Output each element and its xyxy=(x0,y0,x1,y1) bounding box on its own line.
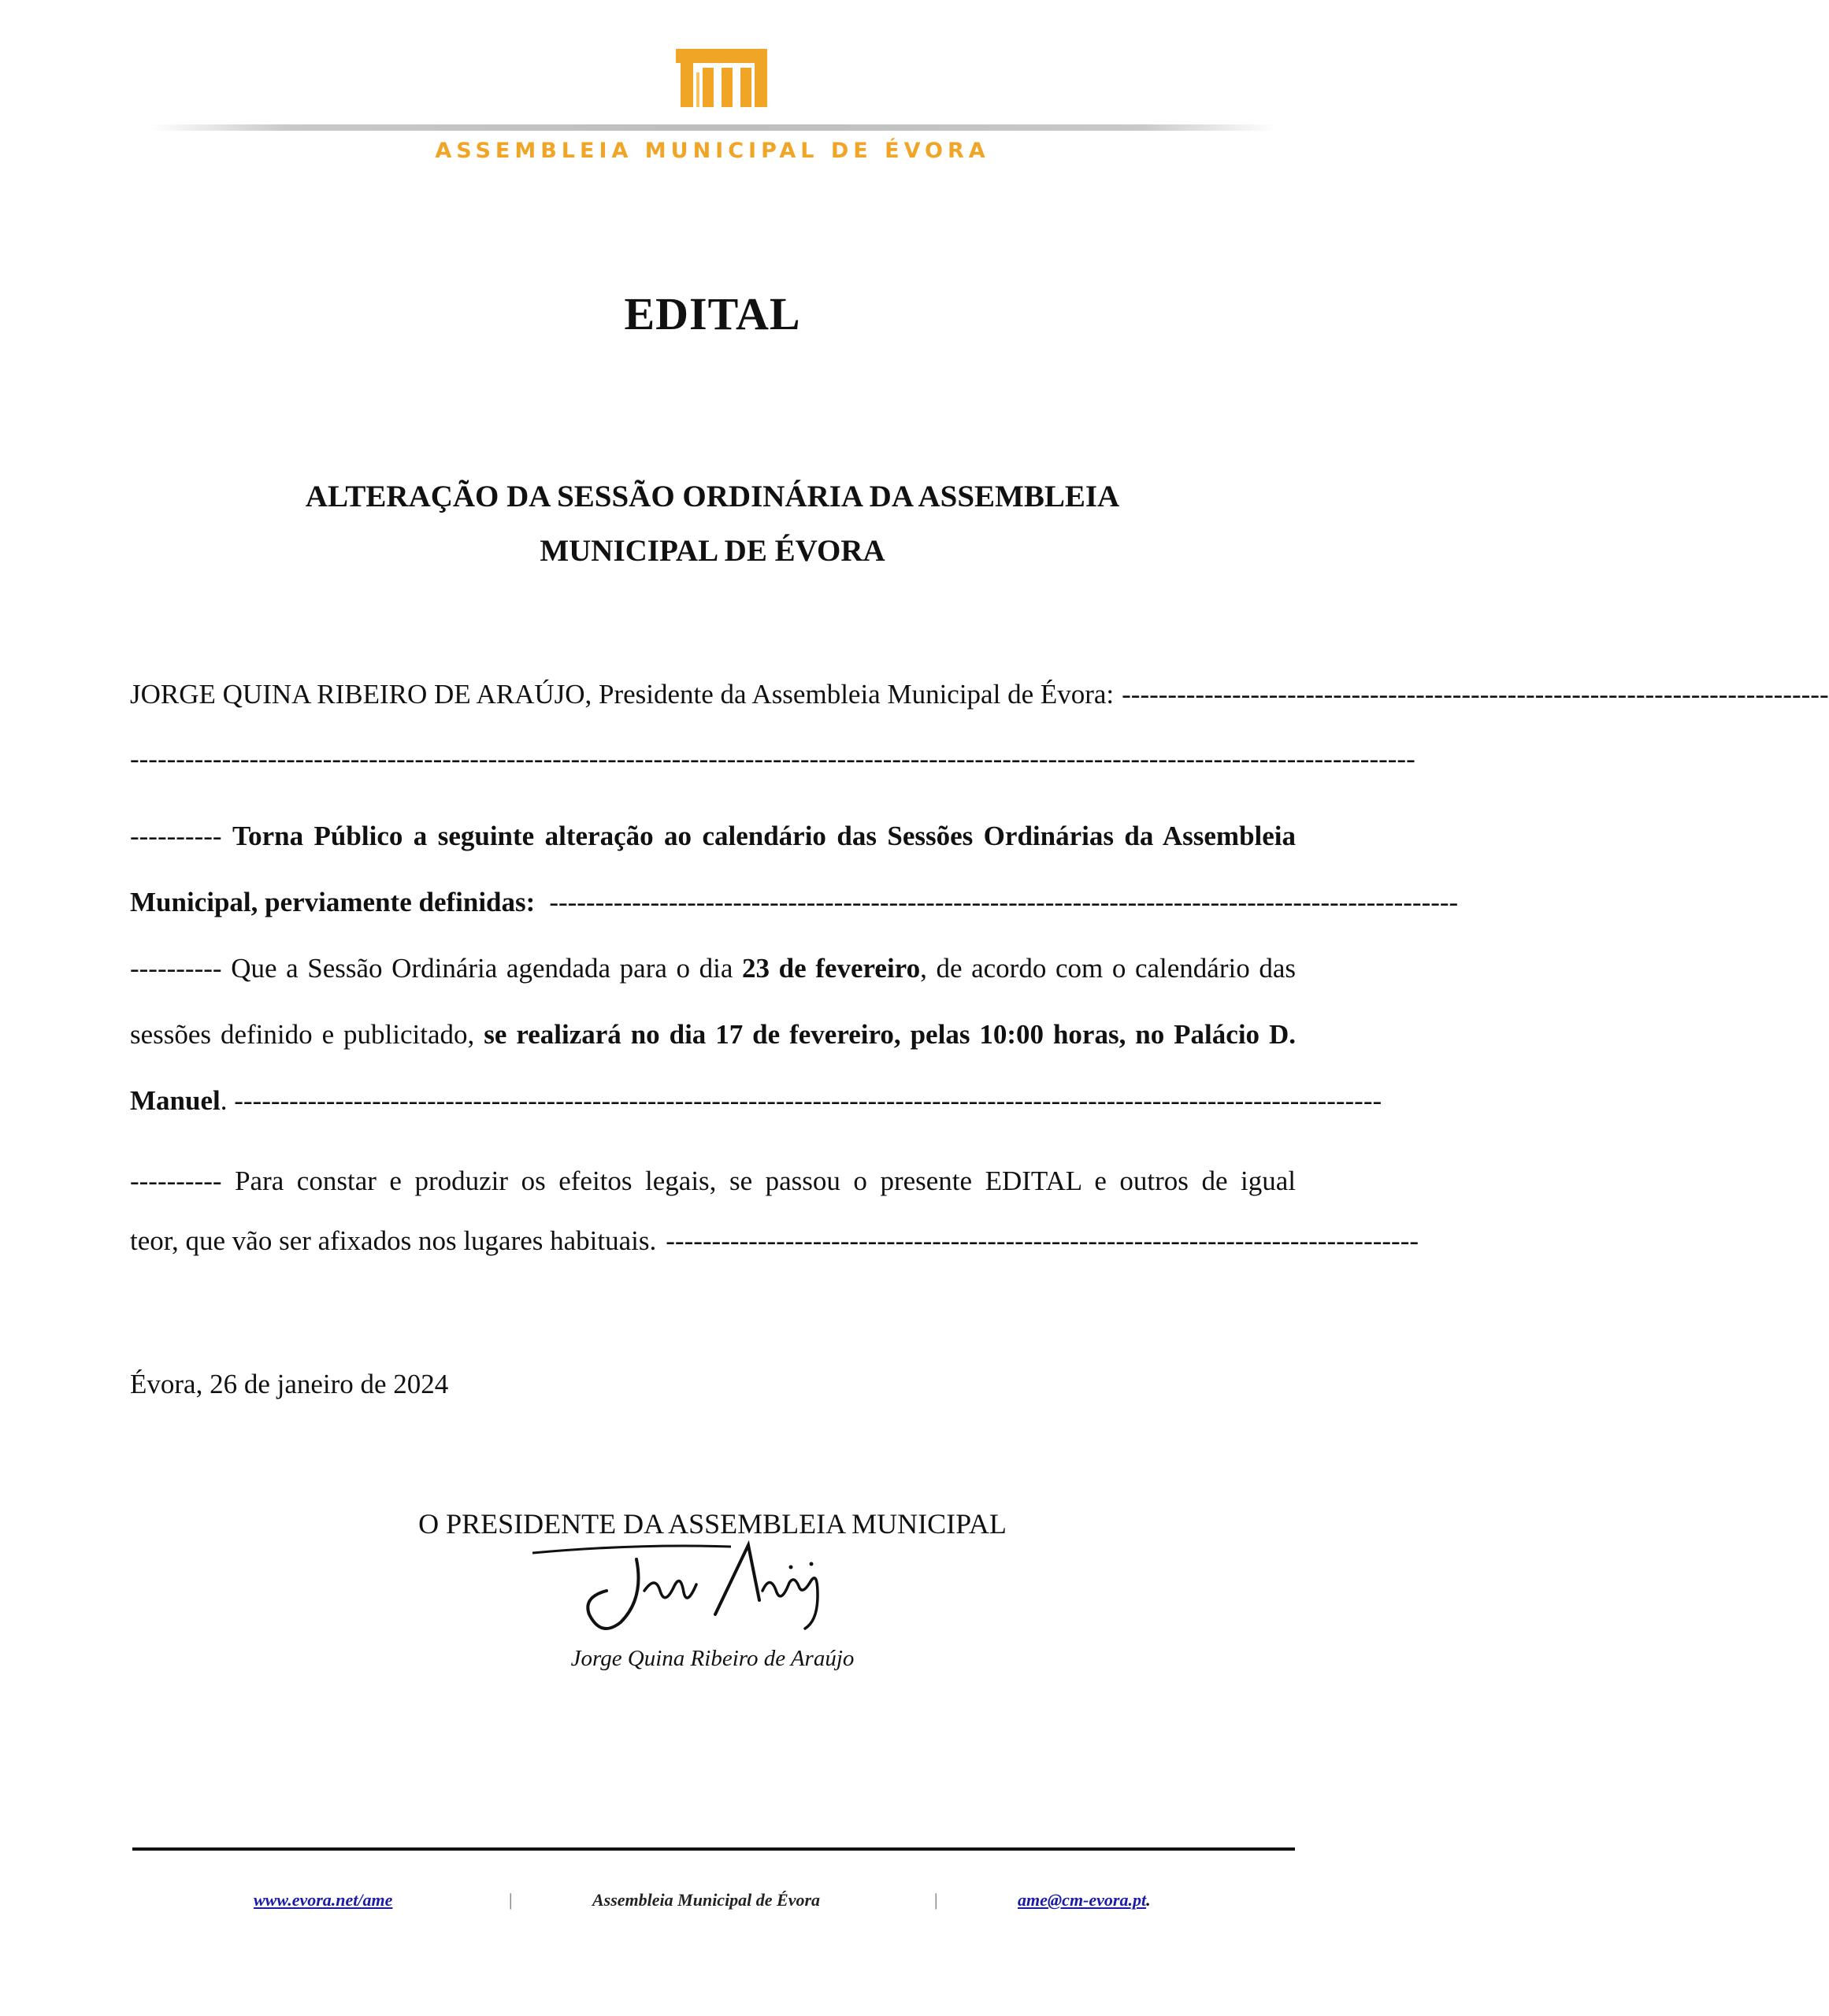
footer-organization: Assembleia Municipal de Évora xyxy=(592,1890,821,1910)
dash-filler: ----------------------------------------------------------------------------------------------------------------------------- xyxy=(234,1085,1382,1116)
document-subject xyxy=(0,469,1425,578)
announcement-text: Torna Público a seguinte alteração ao calendário das Sessões Ordinárias da Assembleia xyxy=(232,821,1297,851)
intro-paragraph xyxy=(130,679,1829,775)
email-link[interactable]: ame@cm-evora.pt xyxy=(1018,1890,1147,1910)
footer-separator: | xyxy=(934,1890,938,1910)
footer-divider xyxy=(132,1847,1295,1851)
document-title: EDITAL xyxy=(624,288,801,339)
header-divider xyxy=(150,124,1276,131)
footer-separator: | xyxy=(509,1890,513,1910)
dash-filler: ---------- xyxy=(130,1166,222,1196)
legal-text-end: teor, que vão ser afixados nos lugares habituais. xyxy=(130,1225,657,1256)
session-text-cont: , de acordo com o calendário das xyxy=(920,953,1296,984)
subject-line-2: MUNICIPAL DE ÉVORA xyxy=(540,534,885,568)
email-suffix: . xyxy=(1146,1890,1151,1910)
dash-filler: --------------------------------------------------------------------------------------------------- xyxy=(549,887,1459,917)
announcement-text-end: Municipal, perviamente definidas: xyxy=(130,887,536,917)
dash-filler: ----------------------------------------------------------------------------- xyxy=(1122,679,1829,710)
place-date: Évora, 26 de janeiro de 2024 xyxy=(130,1369,449,1399)
session-text-2: sessões definido e publicitado, xyxy=(130,1019,475,1050)
footer xyxy=(0,1890,1425,1922)
signature-title: O PRESIDENTE DA ASSEMBLEIA MUNICIPAL xyxy=(418,1508,1007,1540)
handwritten-signature xyxy=(526,1536,857,1654)
location-end: Manuel xyxy=(130,1085,221,1116)
dash-filler: ---------------------------------------------------------------------------------- xyxy=(666,1225,1419,1256)
organization-name: ASSEMBLEIA MUNICIPAL DE ÉVORA xyxy=(435,139,990,163)
president-intro: JORGE QUINA RIBEIRO DE ARAÚJO, Presidente da Assembleia Municipal de Évora: xyxy=(130,679,1115,710)
subject-line-1: ALTERAÇÃO DA SESSÃO ORDINÁRIA DA ASSEMBLEIA xyxy=(305,480,1120,513)
signer-name: Jorge Quina Ribeiro de Araújo xyxy=(570,1646,855,1671)
original-date: 23 de fevereiro xyxy=(742,953,921,984)
legal-text: Para constar e produzir os efeitos legais, se passou o presente EDITAL e outros de igual xyxy=(235,1166,1297,1196)
website-link[interactable]: www.evora.net/ame xyxy=(254,1890,393,1910)
session-text: Que a Sessão Ordinária agendada para o dia xyxy=(231,953,733,984)
dash-filler: ---------- xyxy=(130,953,222,984)
paragraph-legal-effects xyxy=(130,1166,1419,1274)
letterhead xyxy=(0,0,1425,181)
new-date-location: se realizará no dia 17 de fevereiro, pelas 10:00 horas, no Palácio D. xyxy=(484,1019,1297,1050)
dash-filler: -------------------------------------------------------------------------------------------------------------------------------------------- xyxy=(130,743,1415,774)
columns-logo-icon xyxy=(676,49,767,112)
paragraph-session-change: ---------- Que a Sessão Ordinária agendada para o dia 23 de fevereiro, de acordo com o calendário das sessões definido e publicitado, se realizará no dia 17 de fevereiro, pelas 10:00 horas, no Palácio D. Manuel . ----------------------------------------------------------------------------------------------------------------------------- xyxy=(130,953,1296,1134)
dash-filler: ---------- xyxy=(130,821,222,851)
paragraph-announcement xyxy=(130,821,1459,936)
